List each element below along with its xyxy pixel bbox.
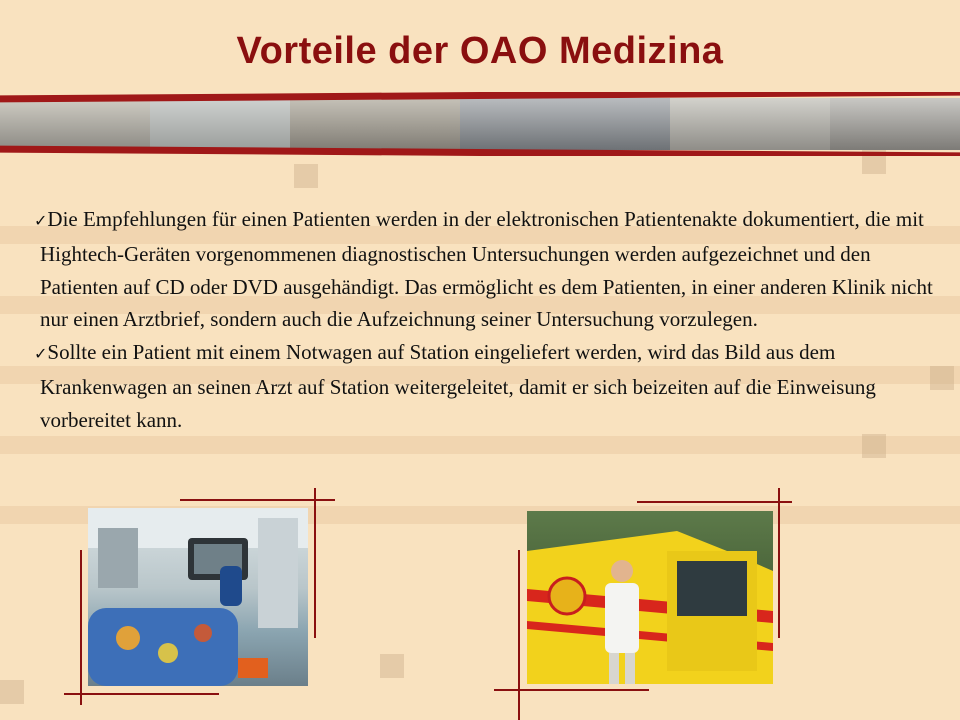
frame-line bbox=[64, 693, 219, 695]
hospital-panorama-banner bbox=[0, 92, 960, 156]
bullet-text: Die Empfehlungen für einen Patienten werden in der elektronischen Patientenakte dokumentiert, die mit Hightech-Geräten vorgenommenen diagnostischen Untersuchungen werden aufgezeichnet und den Patienten auf CD oder DVD ausgehändigt. Das ermöglicht es dem Patienten, in einer anderen Klinik nicht nur einen Arztbrief, sondern auch die Aufzeichnung seiner Untersuchung vorzulegen. bbox=[40, 207, 933, 332]
banner-segment bbox=[460, 98, 670, 150]
slide-title: Vorteile der OAO Medizina bbox=[236, 30, 724, 72]
banner-segment bbox=[290, 98, 460, 150]
bullet-item bbox=[34, 336, 935, 436]
frame-line bbox=[518, 550, 520, 720]
background-stripe bbox=[0, 436, 960, 454]
bullet-item bbox=[34, 203, 935, 336]
ambulance-interior-illustration bbox=[88, 508, 308, 686]
frame-line bbox=[494, 689, 649, 691]
yellow-ambulance-photo bbox=[527, 511, 773, 684]
frame-line bbox=[180, 499, 335, 501]
frame-line bbox=[80, 550, 82, 705]
yellow-ambulance-illustration bbox=[527, 511, 773, 684]
background-square bbox=[0, 680, 24, 704]
banner-segment bbox=[670, 98, 830, 150]
banner-segment bbox=[150, 98, 290, 150]
bullet-text: Sollte ein Patient mit einem Notwagen auf Station eingeliefert werden, wird das Bild aus dem Krankenwagen an seinen Arzt auf Station weitergeleitet, damit er sich beizeiten auf die Einweisung vorbereitet kann. bbox=[40, 340, 876, 432]
banner-segment bbox=[830, 98, 960, 150]
background-square bbox=[294, 164, 318, 188]
check-icon: ✓ bbox=[34, 211, 48, 230]
frame-line bbox=[314, 488, 316, 638]
frame-line bbox=[637, 501, 792, 503]
banner-segment bbox=[0, 98, 150, 150]
check-icon: ✓ bbox=[34, 344, 48, 364]
frame-line bbox=[778, 488, 780, 638]
background-square bbox=[862, 434, 886, 458]
background-square bbox=[380, 654, 404, 678]
slide-body bbox=[34, 203, 935, 437]
ambulance-interior-photo bbox=[88, 508, 308, 686]
